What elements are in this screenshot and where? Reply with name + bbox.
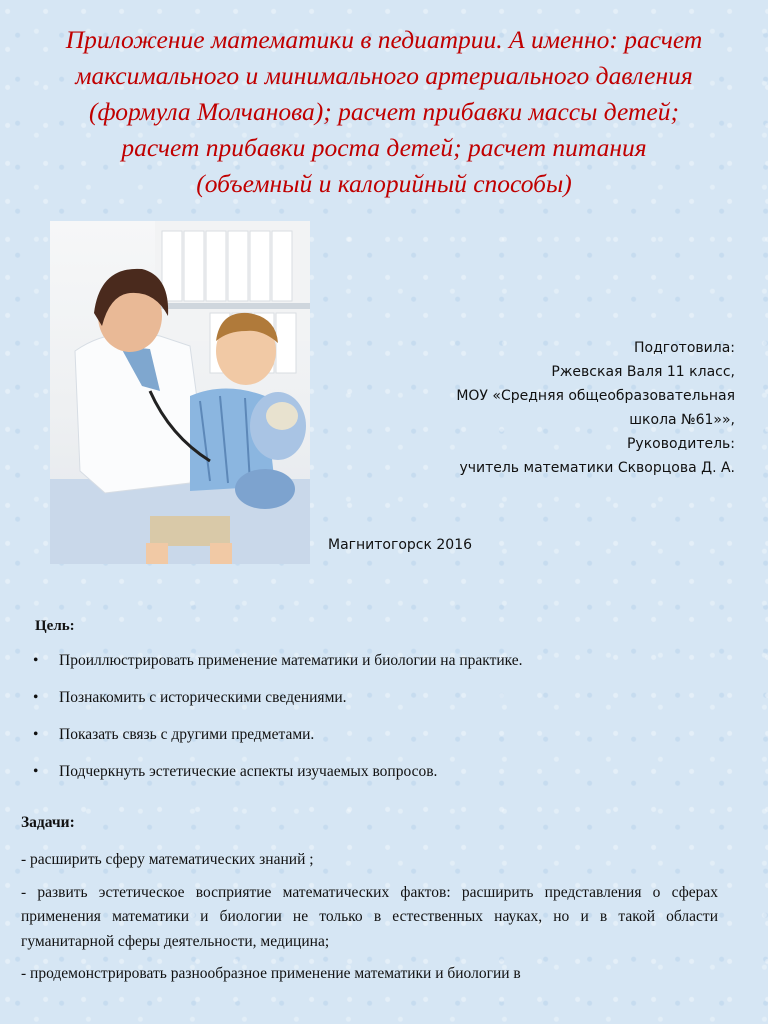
title-line: максимального и минимального артериального давления [75,61,693,90]
task-item: - расширить сферу математических знаний ; [21,851,314,868]
list-item: • Подчеркнуть эстетические аспекты изучаемых вопросов. [33,763,523,800]
goal-heading: Цель: [35,618,75,634]
title-line: Приложение математики в педиатрии. А именно: расчет [65,25,703,54]
page-title [20,22,748,202]
list-item: • Показать связь с другими предметами. [33,726,523,763]
doctor-child-illustration [50,221,310,564]
task-item: - продемонстрировать разнообразное применение математики и биологии в [21,965,521,982]
tasks-list [21,848,718,995]
city-year: Магнитогорск 2016 [328,537,473,553]
tasks-heading: Задачи: [21,814,75,831]
goal-list [33,652,523,800]
title-line: (объемный и калорийный способы) [196,169,572,198]
author-line: Руководитель: [626,436,735,452]
author-info [395,336,735,480]
author-line: МОУ «Средняя общеобразовательная [456,388,735,404]
author-line: школа №61»», [629,412,735,428]
task-item: - развить эстетическое восприятие математических фактов: расширить представления о сферах применения математики и биологии не только в естественных науках, но и в такой области гуманитарной сферы деятельности, медицина; [21,883,718,950]
title-line: (формула Молчанова); расчет прибавки массы детей; [89,97,679,126]
list-item: • Проиллюстрировать применение математики и биологии на практике. [33,652,523,689]
title-line: расчет прибавки роста детей; расчет питания [121,133,647,162]
author-line: Подготовила: [633,340,735,356]
doctor-child-photo [50,221,310,564]
author-line: учитель математики Скворцова Д. А. [459,460,735,476]
list-item: • Познакомить с историческими сведениями. [33,689,523,726]
author-line: Ржевская Валя 11 класс, [551,364,735,380]
